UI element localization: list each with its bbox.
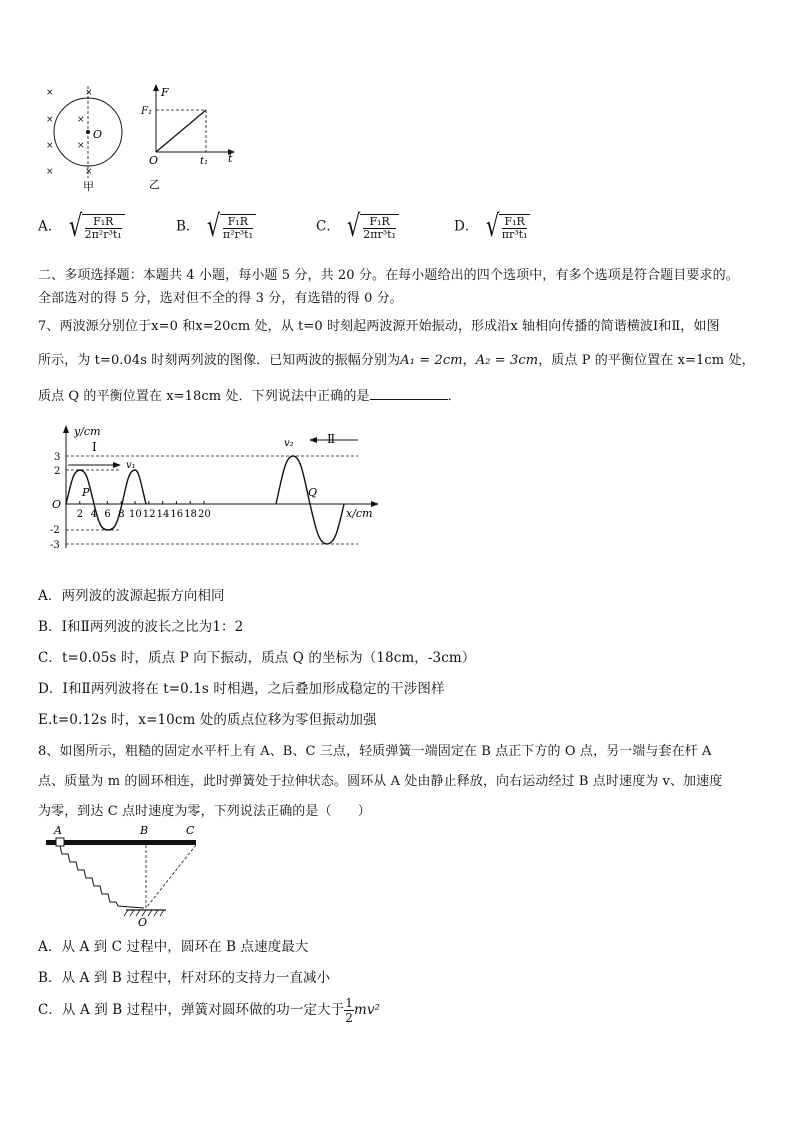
svg-text:O: O xyxy=(149,154,159,167)
spring xyxy=(60,846,144,908)
x-tick-label: 18 xyxy=(184,509,197,520)
svg-text:B: B xyxy=(140,824,149,837)
x-tick-label: 10 xyxy=(129,509,142,520)
horizontal-rod xyxy=(46,840,196,845)
q7-stem-line3: 质点 Q 的平衡位置在 x=18cm 处．下列说法中正确的是 ． xyxy=(38,389,461,404)
q7-option-d[interactable]: D．Ⅰ和Ⅱ两列波将在 t=0.1s 时相遇，之后叠加形成稳定的干涉图样 xyxy=(38,681,445,697)
x-tick-label: 4 xyxy=(90,509,97,520)
sqrt-expression: √ $\frac{\text{F₁R}}{\text{π²r³t₁}}$ xyxy=(204,212,256,242)
section-header-line1: 二、多项选择题：本题共 4 小题，每小题 5 分，共 20 分。在每小题给出的四个选项中，有多个选项是符合题目要求的。 xyxy=(38,268,739,283)
x-tick-label: 6 xyxy=(104,509,111,520)
svg-text:×: × xyxy=(46,88,54,98)
wave-ii xyxy=(276,456,344,544)
svg-text:v₂: v₂ xyxy=(284,438,294,449)
q8-option-a[interactable]: A．从 A 到 C 过程中，圆环在 B 点速度最大 xyxy=(38,939,309,955)
q7-stem-line2: 所示，为 t=0.04s 时刻两列波的图像．已知两波的振幅分别为A₁ = 2cm，A₂ = 3cm，质点 P 的平衡位置在 x=1cm 处， xyxy=(38,353,755,368)
x-tick-label: 2 xyxy=(76,509,84,520)
f-line xyxy=(156,110,206,152)
q8-stem-line3: 为零，到达 C 点时速度为零，下列说法正确的是（ ） xyxy=(38,804,371,819)
svg-text:3: 3 xyxy=(54,452,61,463)
svg-text:乙: 乙 xyxy=(149,178,160,191)
svg-text:C: C xyxy=(186,824,195,837)
amplitude-a2: A₂ = 3cm xyxy=(475,353,539,368)
sqrt-expression: √ $\frac{\text{F₁R}}{\text{πr³t₁}}$ xyxy=(483,212,531,242)
q8-option-b[interactable]: B．从 A 到 B 过程中，杆对环的支持力一直减小 xyxy=(38,970,331,986)
svg-text:y/cm: y/cm xyxy=(74,425,101,438)
q6-option-c[interactable]: C． √ $\frac{\text{F₁R}}{\text{2πr³t₁}}$ xyxy=(316,212,399,242)
svg-text:F: F xyxy=(161,86,169,99)
svg-text:A: A xyxy=(54,824,62,837)
q7-stem-line1: 7、两波源分别位于x=0 和x=20cm 处，从 t=0 时刻起两波源开始振动，形成沿x 轴相向传播的简谐横波Ⅰ和Ⅱ，如图 xyxy=(38,319,720,334)
svg-text:Ⅰ: Ⅰ xyxy=(92,440,97,454)
sqrt-expression: √ $\frac{\text{F₁R}}{\text{2πr³t₁}}$ xyxy=(344,212,399,242)
q6-option-b[interactable]: B． √ $\frac{\text{F₁R}}{\text{π²r³t₁}}$ xyxy=(176,212,256,242)
q8-stem-line1: 8、如图所示，粗糙的固定水平杆上有 A、B、C 三点，轻质弹簧一端固定在 B 点正下方的 O 点，另一端与套在杆 A xyxy=(38,744,712,759)
svg-text:×: × xyxy=(77,141,85,151)
svg-text:v₁: v₁ xyxy=(126,460,136,471)
amplitude-a1: A₁ = 2cm xyxy=(400,353,463,368)
center-dot xyxy=(86,130,90,134)
q7-option-a[interactable]: A．两列波的波源起振方向相同 xyxy=(38,588,225,604)
q7-option-c[interactable]: C．t=0.05s 时，质点 P 向下振动，质点 Q 的坐标为（18cm，-3cm） xyxy=(38,650,476,666)
svg-text:Ⅱ: Ⅱ xyxy=(327,432,336,446)
svg-text:×: × xyxy=(46,115,54,125)
svg-text:O: O xyxy=(52,498,62,511)
svg-text:×: × xyxy=(77,115,85,125)
svg-text:×: × xyxy=(46,141,54,151)
svg-text:Q: Q xyxy=(308,486,318,499)
figure-yi xyxy=(140,82,250,192)
svg-text:t₁: t₁ xyxy=(200,156,209,167)
x-tick-label: 14 xyxy=(156,509,170,520)
svg-text:P: P xyxy=(82,486,90,499)
svg-text:-3: -3 xyxy=(50,540,60,551)
sqrt-expression: √ $\frac{\text{F₁R}}{\text{2π²r³t₁}}$ xyxy=(66,212,125,242)
svg-text:O: O xyxy=(138,916,148,927)
q8-option-c[interactable]: C．从 A 到 B 过程中，弹簧对圆环做的功一定大于 $\frac{1}{2}$ mv² xyxy=(38,996,381,1025)
q7-option-b[interactable]: B．Ⅰ和Ⅱ两列波的波长之比为1：2 xyxy=(38,619,244,635)
section-header-line2: 全部选对的得 5 分，选对但不全的得 3 分，有选错的得 0 分。 xyxy=(38,291,403,306)
x-tick-label: 16 xyxy=(170,509,184,520)
answer-blank[interactable] xyxy=(370,387,448,400)
wave-figure xyxy=(40,418,390,558)
svg-text:x/cm: x/cm xyxy=(346,507,373,520)
svg-text:F₁: F₁ xyxy=(141,106,152,117)
ring xyxy=(56,838,64,846)
svg-text:×: × xyxy=(85,88,93,98)
q8-stem-line2: 点、质量为 m 的圆环相连，此时弹簧处于拉伸状态。圆环从 A 处由静止释放，向右运动经过 B 点时速度为 v、加速度 xyxy=(38,774,723,789)
wave-i xyxy=(66,470,146,530)
x-tick-label: 8 xyxy=(118,509,125,520)
svg-text:t: t xyxy=(228,152,233,165)
x-tick-label: 20 xyxy=(198,509,211,520)
spring-figure xyxy=(40,822,210,927)
svg-text:×: × xyxy=(46,167,54,177)
svg-text:O: O xyxy=(93,128,103,141)
figure-jia xyxy=(38,82,138,192)
svg-text:2: 2 xyxy=(54,466,61,477)
q7-option-e[interactable]: E.t=0.12s 时，x=10cm 处的质点位移为零但振动加强 xyxy=(38,712,377,728)
q6-option-d[interactable]: D． √ $\frac{\text{F₁R}}{\text{πr³t₁}}$ xyxy=(454,212,530,242)
svg-text:甲: 甲 xyxy=(83,180,94,192)
svg-text:-2: -2 xyxy=(50,525,60,536)
field-markers xyxy=(46,88,93,177)
svg-text:×: × xyxy=(85,167,93,177)
q6-option-a[interactable]: A． √ $\frac{\text{F₁R}}{\text{2π²r³t₁}}$ xyxy=(38,212,125,242)
x-tick-label: 12 xyxy=(142,509,156,520)
